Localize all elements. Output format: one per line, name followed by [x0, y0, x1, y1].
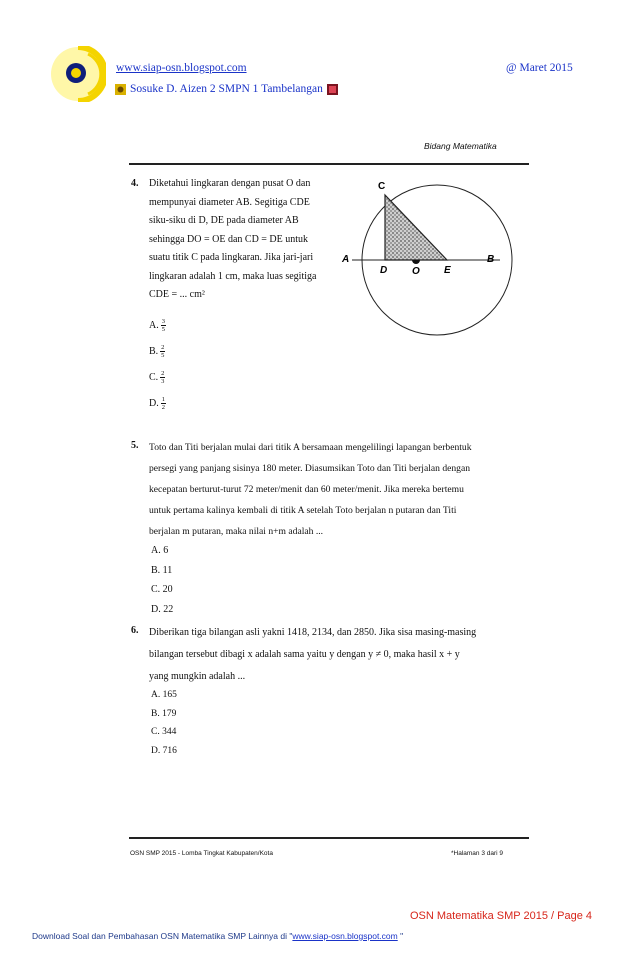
- q4-line: sehingga DO = OE dan CD = DE untuk: [149, 233, 309, 245]
- q6-line: bilangan tersebut dibagi x adalah sama yaitu y dengan y ≠ 0, maka hasil x + y: [149, 649, 460, 660]
- q4-number: 4.: [131, 178, 139, 189]
- q5-number: 5.: [131, 440, 139, 451]
- school-icon: [327, 84, 338, 95]
- q6-option-a: A. 165: [151, 690, 177, 700]
- page-footer-left: OSN SMP 2015 - Lomba Tingkat Kabupaten/Kota: [130, 850, 273, 857]
- q6-option-b: B. 179: [151, 708, 177, 719]
- q6-text: [149, 622, 519, 688]
- q4-diagram: [340, 172, 515, 342]
- bottom-rule: [129, 837, 529, 839]
- label-o: O: [412, 266, 420, 277]
- q4-line: CDE = ... cm²: [149, 289, 205, 300]
- q5-line: kecepatan berturut-turut 72 meter/menit dan 60 meter/menit. Jika mereka bertemu: [149, 484, 464, 495]
- q4-line: Diketahui lingkaran dengan pusat O dan: [149, 178, 311, 189]
- header-author: [115, 83, 338, 95]
- q4-line: mempunyai diameter AB. Segitiga CDE: [149, 196, 310, 208]
- q5-option-d: D. 22: [151, 603, 174, 615]
- q6-options: [151, 686, 177, 760]
- subject-label: Bidang Matematika: [424, 141, 497, 151]
- q4-option-b: B. $\frac{2}{5}$: [149, 344, 165, 359]
- doc-footer-title: OSN Matematika SMP 2015 / Page 4: [410, 910, 592, 922]
- q5-line: persegi yang panjang sisinya 180 meter. Diasumsikan Toto dan Titi berjalan dengan: [149, 463, 471, 474]
- download-suffix: ": [397, 931, 404, 941]
- q5-line: berjalan m putaran, maka nilai n+m adalah ...: [149, 526, 324, 537]
- download-link[interactable]: www.siap-osn.blogspot.com: [292, 931, 398, 941]
- top-rule: [129, 163, 529, 165]
- q6-option-d: D. 716: [151, 745, 177, 756]
- q5-text: [149, 437, 519, 542]
- q5-options: [151, 541, 173, 619]
- page-footer-right: *Halaman 3 dari 9: [451, 850, 504, 857]
- q5-option-c: C. 20: [151, 584, 173, 595]
- q4-options: [149, 318, 166, 422]
- logo: [50, 46, 106, 102]
- author-text: Sosuke D. Aizen 2 SMPN 1 Tambelangan: [130, 83, 323, 95]
- label-b: B: [487, 254, 495, 265]
- download-prefix: Download Soal dan Pembahasan OSN Matematika SMP Lainnya di ": [32, 931, 293, 941]
- header-date: @ Maret 2015: [506, 62, 573, 74]
- author-icon: [115, 84, 126, 95]
- q6-number: 6.: [131, 625, 139, 636]
- q5-option-a: A. 6: [151, 545, 169, 556]
- download-line: [32, 931, 403, 941]
- q4-option-c: C. $\frac{2}{3}$: [149, 370, 165, 385]
- header-site-link[interactable]: www.siap-osn.blogspot.com: [116, 62, 247, 74]
- label-a: A: [342, 254, 350, 265]
- label-e: E: [444, 265, 451, 276]
- q5-option-b: B. 11: [151, 564, 173, 576]
- q4-line: suatu titik C pada lingkaran. Jika jari-jari: [149, 252, 314, 263]
- q4-option-a: A. $\frac{3}{5}$: [149, 318, 165, 333]
- triangle-cde: [385, 195, 447, 260]
- q5-line: Toto dan Titi berjalan mulai dari titik A bersamaan mengelilingi lapangan berbentuk: [149, 442, 472, 453]
- q5-line: untuk pertama kalinya kembali di titik A setelah Toto berjalan n putaran dan Titi: [149, 505, 457, 516]
- q6-line: Diberikan tiga bilangan asli yakni 1418, 2134, dan 2850. Jika sisa masing-masing: [149, 627, 477, 638]
- label-c: C: [378, 181, 386, 192]
- q6-line: yang mungkin adalah ...: [149, 671, 246, 682]
- q4-option-d: D. $\frac{1}{2}$: [149, 396, 165, 411]
- q4-line: siku-siku di D, DE pada diameter AB: [149, 215, 299, 226]
- q4-line: lingkaran adalah 1 cm, maka luas segitiga: [149, 270, 317, 282]
- label-d: D: [380, 265, 388, 276]
- q4-text: [149, 175, 349, 305]
- q6-option-c: C. 344: [151, 727, 177, 737]
